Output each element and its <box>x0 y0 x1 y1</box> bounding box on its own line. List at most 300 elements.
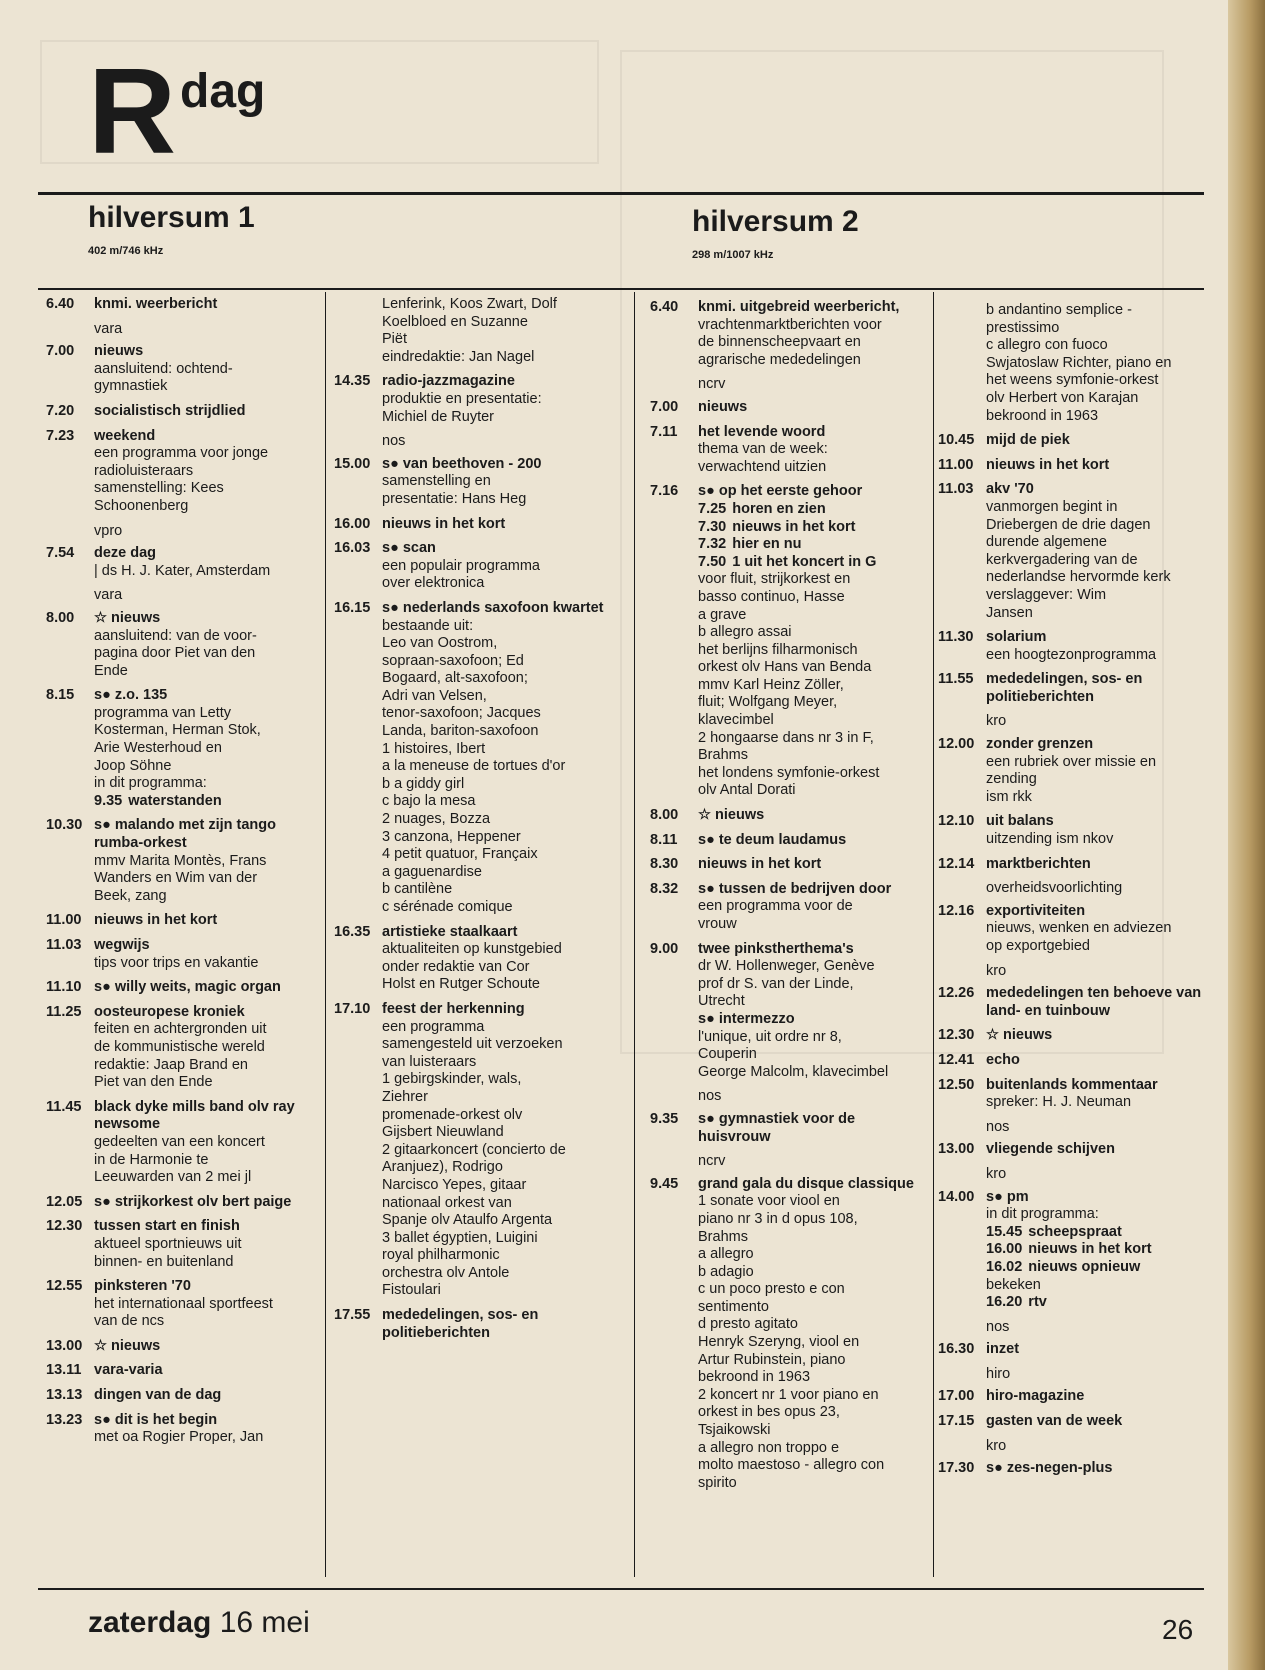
program-time: 8.32 <box>650 880 679 897</box>
program-time: 14.35 <box>334 373 371 390</box>
program-entry <box>46 343 316 396</box>
program-description-line: mmv Marita Montès, Frans <box>94 852 267 869</box>
program-time: 13.00 <box>46 1337 83 1354</box>
sub-item-time: 7.32 <box>698 536 727 553</box>
program-description-line: Aranjuez), Rodrigo <box>382 1159 503 1176</box>
broadcaster-label: ncrv <box>698 1153 726 1170</box>
program-description-line: 2 gitaarkoncert (concierto de <box>382 1141 566 1158</box>
program-title: vliegende schijven <box>986 1141 1115 1158</box>
program-time: 17.55 <box>334 1307 371 1324</box>
program-time: 12.00 <box>938 736 975 753</box>
broadcaster-label: kro <box>986 962 1007 979</box>
program-time: 12.55 <box>46 1278 83 1295</box>
program-description-line: Beek, zang <box>94 887 167 904</box>
sub-item-time: 9.35 <box>94 792 123 809</box>
program-entry <box>938 1077 1226 1112</box>
program-time: 12.30 <box>46 1218 83 1235</box>
program-description-line: Leo van Oostrom, <box>382 635 498 652</box>
program-title: knmi. uitgebreid weerbericht, <box>698 299 900 315</box>
program-title: hiro-magazine <box>986 1388 1085 1405</box>
program-description-line: b a giddy girl <box>382 775 465 792</box>
program-title: exportiviteiten <box>986 902 1086 919</box>
program-description-line: een programma <box>382 1018 485 1035</box>
program-description-line: b cantilène <box>382 881 453 898</box>
program-description-line: aansluitend: ochtend- <box>94 360 233 377</box>
program-description-line: samenstelling: Kees <box>94 480 224 497</box>
program-time: 9.45 <box>650 1175 679 1192</box>
logo-letter: R <box>88 43 175 179</box>
program-time: 8.00 <box>46 609 75 626</box>
program-description-line: op exportgebied <box>986 938 1090 954</box>
footer-rule <box>38 1588 1204 1590</box>
program-description-line: aktueel sportnieuws uit <box>94 1235 242 1252</box>
sub-item-title: nieuws in het kort <box>732 518 856 535</box>
program-time: 7.00 <box>46 343 75 360</box>
program-description-line: 2 koncert nr 1 voor piano en <box>698 1386 879 1403</box>
program-description-line: sopraan-saxofoon; Ed <box>382 652 524 669</box>
broadcaster-label: overheidsvoorlichting <box>986 880 1123 897</box>
program-description-line: Joop Söhne <box>94 757 172 774</box>
program-description-line: binnen- en buitenland <box>94 1253 234 1270</box>
program-entry <box>938 302 1226 425</box>
program-entry <box>650 424 926 477</box>
program-description-line: gedeelten van een koncert <box>94 1133 265 1150</box>
program-title: ☆ nieuws <box>94 1337 161 1354</box>
program-description-line: het weens symfonie-orkest <box>986 372 1159 389</box>
program-title: nieuws in het kort <box>382 515 506 532</box>
program-time: 6.40 <box>46 296 75 312</box>
program-time: 12.50 <box>938 1076 975 1093</box>
broadcaster-label: vara <box>94 587 123 604</box>
program-time: 12.30 <box>938 1027 975 1044</box>
footer-date <box>88 1606 310 1640</box>
program-time: 6.40 <box>650 299 679 315</box>
program-entry <box>46 403 316 421</box>
program-description-line: molto maestoso - allegro con <box>698 1457 885 1474</box>
program-description-line: l'unique, uit ordre nr 8, <box>698 1028 842 1045</box>
program-time: 17.00 <box>938 1388 975 1405</box>
program-description-line: Spanje olv Ataulfo Argenta <box>382 1212 553 1229</box>
program-time: 14.00 <box>938 1188 975 1205</box>
program-description-line: a allegro <box>698 1246 754 1263</box>
program-time: 7.00 <box>650 398 679 415</box>
program-title: zonder grenzen <box>986 736 1094 753</box>
program-time: 11.03 <box>46 937 82 953</box>
program-description-line: Schoonenberg <box>94 497 189 514</box>
program-description-line: c un poco presto e con <box>698 1281 845 1298</box>
program-description-line: Tsjaikowski <box>698 1422 771 1439</box>
program-time: 7.11 <box>650 423 678 440</box>
program-description-line: samenstelling en <box>382 473 491 490</box>
program-description-line: | ds H. J. Kater, Amsterdam <box>94 562 271 579</box>
program-description-line: Kosterman, Herman Stok, <box>94 722 261 739</box>
program-description-line: zending <box>986 771 1037 788</box>
program-description-line: nederlandse hervormde kerk <box>986 569 1171 586</box>
program-description-line: royal philharmonic <box>382 1247 500 1264</box>
program-entry <box>650 1111 926 1146</box>
program-description-line: Landa, bariton-saxofoon <box>382 723 539 740</box>
column-divider <box>325 292 326 1577</box>
program-description-line: feiten en achtergronden uit <box>94 1021 267 1038</box>
program-description-line: Fistoulari <box>382 1282 441 1299</box>
program-title: ☆ nieuws <box>986 1027 1053 1044</box>
program-description-line: bestaande uit: <box>382 617 474 634</box>
program-description-line: Michiel de Ruyter <box>382 408 495 425</box>
program-title: nieuws <box>698 398 748 415</box>
program-description-line: 1 gebirgskinder, wals, <box>382 1071 522 1088</box>
program-description-line: 3 canzona, Heppener <box>382 828 521 845</box>
program-entry <box>938 1189 1226 1312</box>
program-title: wegwijs <box>94 937 150 953</box>
program-column-2 <box>334 296 626 1349</box>
logo-word: dag <box>180 65 266 118</box>
sub-item-title: nieuws opnieuw <box>1028 1258 1141 1275</box>
program-entry <box>334 540 626 593</box>
program-title: s● z.o. 135 <box>94 687 168 704</box>
program-description-line: van de ncs <box>94 1313 165 1330</box>
program-time: 11.03 <box>938 481 974 498</box>
sub-item <box>986 1224 1226 1242</box>
station-frequency: 298 m/1007 kHz <box>692 249 774 261</box>
program-entry <box>650 856 926 874</box>
program-description-line: c sérénade comique <box>382 899 513 915</box>
program-title: s● scan <box>382 540 436 557</box>
program-description-line: 2 nuages, Bozza <box>382 811 491 828</box>
program-description-line: spreker: H. J. Neuman <box>986 1094 1132 1111</box>
program-entry <box>938 1413 1226 1431</box>
sub-item-title: 1 uit het koncert in G <box>732 553 877 570</box>
program-description-line: verslaggever: Wim <box>986 586 1107 603</box>
program-title: mededelingen, sos- en politieberichten <box>382 1307 539 1341</box>
program-description-line: a la meneuse de tortues d'or <box>382 758 566 775</box>
program-time: 16.00 <box>334 515 371 532</box>
program-title: knmi. weerbericht <box>94 296 218 312</box>
program-description-line: Koelbloed en Suzanne <box>382 313 528 330</box>
program-description-line: eindredaktie: Jan Nagel <box>382 348 535 365</box>
program-title: s● gymnastiek voor de huisvrouw <box>698 1110 856 1145</box>
program-entry <box>46 1412 316 1447</box>
program-time: 7.54 <box>46 545 75 562</box>
program-title: ☆ nieuws <box>94 609 161 626</box>
program-time: 12.41 <box>938 1051 975 1068</box>
program-title: mededelingen ten behoeve van land- en tuinbouw <box>986 985 1202 1019</box>
program-description-line: d presto agitato <box>698 1316 798 1333</box>
program-title: nieuws in het kort <box>986 456 1110 473</box>
program-description-line: kerkvergadering van de <box>986 551 1138 568</box>
program-description-line: verwachtend uitzien <box>698 458 827 475</box>
program-description-line: Arie Westerhoud en <box>94 740 222 757</box>
program-description-line: redaktie: Jaap Brand en <box>94 1056 248 1073</box>
program-title: mijd de piek <box>986 432 1070 449</box>
sub-item <box>698 536 926 554</box>
program-title: s● strijkorkest olv bert paige <box>94 1193 292 1210</box>
program-entry <box>938 432 1226 450</box>
program-description-line: 1 histoires, Ibert <box>382 740 486 757</box>
program-description-line: radioluisteraars <box>94 462 194 479</box>
program-time: 13.00 <box>938 1141 975 1158</box>
program-description-line: klavecimbel <box>698 712 774 729</box>
program-title: feest der herkenning <box>382 1000 525 1017</box>
program-entry <box>938 856 1226 874</box>
program-description-line: prof dr S. van der Linde, <box>698 975 854 992</box>
program-title: echo <box>986 1051 1020 1068</box>
program-entry <box>334 924 626 994</box>
program-description-line: Narcisco Yepes, gitaar <box>382 1176 527 1193</box>
program-title: dingen van de dag <box>94 1387 222 1404</box>
broadcaster-label: nos <box>698 1088 722 1105</box>
program-title: s● malando met zijn tango rumba-orkest <box>94 817 276 852</box>
program-entry <box>46 1004 316 1092</box>
broadcaster-label: hiro <box>986 1365 1011 1382</box>
sub-item-time: 7.25 <box>698 500 727 517</box>
column-divider <box>634 292 635 1577</box>
sub-item-title: waterstanden <box>128 792 222 809</box>
program-time: 7.16 <box>650 483 679 500</box>
program-time: 11.30 <box>938 629 974 646</box>
program-title: s● tussen de bedrijven door <box>698 880 892 897</box>
program-description-line: orkest olv Hans van Benda <box>698 659 872 676</box>
program-description-line: Ende <box>94 662 128 679</box>
program-description-line: Utrecht <box>698 993 745 1010</box>
program-description-line: mmv Karl Heinz Zöller, <box>698 676 844 693</box>
program-description-line: tips voor trips en vakantie <box>94 954 259 971</box>
program-description-line: agrarische mededelingen <box>698 351 861 368</box>
program-description-line: over elektronica <box>382 575 485 592</box>
program-title: gasten van de week <box>986 1413 1123 1430</box>
program-description-line: Piët <box>382 331 407 348</box>
program-entry <box>334 456 626 509</box>
program-time: 9.00 <box>650 940 679 957</box>
program-entry <box>650 832 926 850</box>
program-entry <box>46 1278 316 1331</box>
program-description-line: programma van Letty <box>94 704 232 721</box>
program-title: het levende woord <box>698 423 826 440</box>
program-title: twee pinkstherthema's <box>698 940 854 957</box>
program-title: pinksteren '70 <box>94 1278 191 1295</box>
sub-item-time: 16.02 <box>986 1258 1023 1275</box>
program-description-line: het internationaal sportfeest <box>94 1295 273 1312</box>
program-time: 7.23 <box>46 427 75 444</box>
program-time: 10.45 <box>938 432 975 449</box>
program-time: 15.00 <box>334 455 371 472</box>
broadcaster-label: kro <box>986 1437 1007 1454</box>
program-title: vara-varia <box>94 1362 163 1379</box>
program-entry <box>46 817 316 905</box>
program-description-line: het berlijns filharmonisch <box>698 641 858 658</box>
program-entry <box>334 600 626 917</box>
sub-item-title: horen en zien <box>732 500 826 517</box>
program-description-line: Leeuwarden van 2 mei jl <box>94 1169 252 1186</box>
program-time: 16.15 <box>334 599 371 616</box>
program-entry <box>46 912 316 930</box>
rdag-logo <box>88 43 348 179</box>
program-title: tussen start en finish <box>94 1218 240 1235</box>
program-time: 13.13 <box>46 1387 83 1404</box>
sub-item-time: 16.20 <box>986 1294 1023 1311</box>
sub-item <box>986 1241 1226 1259</box>
program-title: solarium <box>986 629 1047 646</box>
program-description-line: een hoogtezonprogramma <box>986 646 1157 663</box>
program-description-line: onder redaktie van Cor <box>382 958 530 975</box>
program-entry <box>46 428 316 516</box>
program-title: uit balans <box>986 813 1054 830</box>
program-entry <box>46 1099 316 1187</box>
program-entry <box>650 1176 926 1493</box>
program-entry <box>938 1052 1226 1070</box>
program-entry <box>334 1307 626 1342</box>
program-title: black dyke mills band olv ray newsome <box>94 1098 295 1133</box>
program-time: 11.00 <box>938 456 974 473</box>
program-description-line: ism rkk <box>986 788 1032 805</box>
program-title: s● op het eerste gehoor <box>698 483 863 500</box>
program-entry <box>938 671 1226 706</box>
program-description-line: in dit programma: <box>986 1206 1099 1223</box>
program-description-line: 4 petit quatuor, Françaix <box>382 846 538 863</box>
program-entry <box>46 1338 316 1356</box>
program-title: nieuws in het kort <box>94 912 218 929</box>
program-title: nieuws in het kort <box>698 856 822 873</box>
broadcaster-label: nos <box>986 1318 1010 1335</box>
program-title: grand gala du disque classique <box>698 1175 914 1192</box>
program-time: 11.25 <box>46 1003 82 1020</box>
sub-item-title: scheepspraat <box>1028 1223 1122 1240</box>
sub-item <box>986 1259 1226 1277</box>
program-entry <box>334 373 626 426</box>
program-entry <box>650 483 926 800</box>
program-description-line: Wanders en Wim van der <box>94 870 258 887</box>
program-description-line: 2 hongaarse dans nr 3 in F, <box>698 729 874 746</box>
program-description-line: Henryk Szeryng, viool en <box>698 1334 860 1351</box>
program-entry <box>46 687 316 810</box>
program-time: 12.26 <box>938 985 975 1002</box>
sub-item-title: hier en nu <box>732 536 802 553</box>
program-description-line: b adagio <box>698 1263 754 1280</box>
program-title: weekend <box>94 427 156 444</box>
program-column-1 <box>46 296 316 1454</box>
program-description-line: Artur Rubinstein, piano <box>698 1351 846 1368</box>
program-time: 11.45 <box>46 1098 82 1115</box>
program-time: 17.10 <box>334 1000 371 1017</box>
broadcaster-label: nos <box>382 433 406 450</box>
broadcaster-label: nos <box>986 1118 1010 1135</box>
program-description-line: een rubriek over missie en <box>986 753 1157 770</box>
program-entry <box>46 296 316 314</box>
footer-day-month: 16 mei <box>219 1606 310 1639</box>
sub-item-title: rtv <box>1028 1294 1047 1311</box>
program-description-line: Gijsbert Nieuwland <box>382 1124 504 1141</box>
program-description-line: bekroond in 1963 <box>698 1369 811 1386</box>
program-entry <box>334 1001 626 1300</box>
station-frequency: 402 m/746 kHz <box>88 245 164 257</box>
program-title: radio-jazzmagazine <box>382 373 515 390</box>
sub-item-time: 7.30 <box>698 518 727 535</box>
program-description-line: samengesteld uit verzoeken <box>382 1036 563 1053</box>
program-title: s● dit is het begin <box>94 1411 218 1428</box>
sub-item <box>986 1294 1226 1312</box>
program-description-line: bekroond in 1963 <box>986 407 1099 424</box>
program-time <box>938 302 986 425</box>
program-entry <box>938 1388 1226 1406</box>
sub-item-time: 15.45 <box>986 1223 1023 1240</box>
program-entry <box>46 937 316 972</box>
program-entry <box>46 1387 316 1405</box>
sub-item <box>698 554 926 572</box>
program-entry <box>938 985 1226 1020</box>
program-description-line: Swjatoslaw Richter, piano en <box>986 354 1172 371</box>
program-entry <box>650 399 926 417</box>
program-description-line: voor fluit, strijkorkest en <box>698 571 851 588</box>
program-title: s● te deum laudamus <box>698 831 847 848</box>
program-entry <box>46 1218 316 1271</box>
program-entry <box>46 1194 316 1212</box>
program-description-line: orchestra olv Antole <box>382 1264 510 1281</box>
program-entry <box>334 516 626 534</box>
program-description-line: aansluitend: van de voor- <box>94 627 257 644</box>
program-description-line: durende algemene <box>986 534 1107 551</box>
program-description-line: Ziehrer <box>382 1088 428 1105</box>
program-title: s● nederlands saxofoon kwartet <box>382 599 604 616</box>
program-entry <box>938 903 1226 956</box>
program-description-line: Holst en Rutger Schoute <box>382 976 540 993</box>
program-title: mededelingen, sos- en politieberichten <box>986 671 1143 705</box>
program-entry <box>938 1341 1226 1359</box>
program-time: 12.10 <box>938 813 975 830</box>
sub-item-title: nieuws in het kort <box>1028 1241 1152 1258</box>
program-description-line: a allegro non troppo e <box>698 1439 840 1456</box>
program-entry <box>46 979 316 997</box>
program-description-line: gymnastiek <box>94 378 168 395</box>
program-title: s● zes-negen-plus <box>986 1460 1113 1477</box>
program-time: 9.35 <box>650 1110 679 1127</box>
program-time: 11.10 <box>46 979 82 996</box>
program-description-line: b allegro assai <box>698 624 792 641</box>
program-description-line: olv Herbert von Karajan <box>986 389 1139 406</box>
sub-item-time: 16.00 <box>986 1241 1023 1258</box>
station-name: hilversum 2 <box>692 205 859 238</box>
program-title: nieuws <box>94 343 144 360</box>
station-name: hilversum 1 <box>88 201 255 234</box>
program-description-line: George Malcolm, klavecimbel <box>698 1063 889 1080</box>
program-description-line: presentatie: Hans Heg <box>382 490 527 507</box>
program-description-line: in dit programma: <box>94 775 207 792</box>
program-description-line: c bajo la mesa <box>382 793 476 810</box>
program-description-line: Lenferink, Koos Zwart, Dolf <box>382 296 557 312</box>
program-description-line: uitzending ism nkov <box>986 831 1114 848</box>
broadcaster-label: kro <box>986 1165 1007 1182</box>
header-rule <box>38 192 1204 195</box>
program-time: 16.30 <box>938 1341 975 1358</box>
program-entry <box>938 481 1226 622</box>
program-description-line: 1 sonate voor viool en <box>698 1193 840 1210</box>
program-description-line: de kommunistische wereld <box>94 1038 265 1055</box>
program-description-line: produktie en presentatie: <box>382 390 542 407</box>
program-entry <box>650 941 926 1082</box>
program-description-line: pagina door Piet van den <box>94 645 256 662</box>
program-description-line: bekeken <box>986 1276 1041 1293</box>
program-description-line: b andantino semplice - <box>986 302 1132 318</box>
program-time: 8.11 <box>650 831 678 848</box>
program-entry <box>938 1141 1226 1159</box>
broadcaster-label: vara <box>94 320 123 337</box>
program-entry <box>650 807 926 825</box>
program-entry <box>938 1460 1226 1478</box>
program-description-line: in de Harmonie te <box>94 1151 209 1168</box>
column-top-rule <box>38 288 1204 290</box>
program-description-line: spirito <box>698 1474 737 1491</box>
column-divider <box>933 292 934 1577</box>
program-description-line: Brahms <box>698 1228 748 1245</box>
program-description-line: Brahms <box>698 747 748 764</box>
